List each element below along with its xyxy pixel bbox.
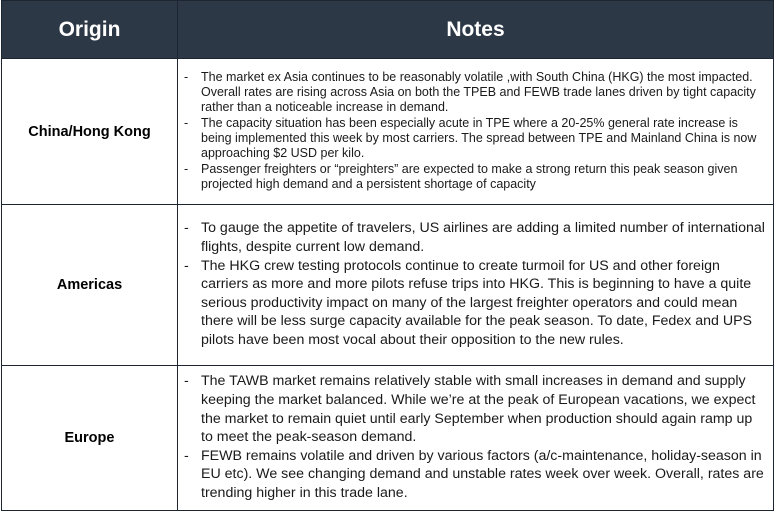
notes-list xyxy=(184,219,767,349)
notes-cell xyxy=(178,366,774,511)
bullet-dash: - xyxy=(184,447,189,464)
bullet-dash: - xyxy=(184,161,189,176)
bullet-dash: - xyxy=(184,69,189,84)
origin-cell: Europe xyxy=(2,366,178,511)
bullet-dash: - xyxy=(184,115,189,130)
table-row xyxy=(2,205,774,366)
notes-list xyxy=(184,372,767,502)
list-item xyxy=(184,70,767,116)
list-item xyxy=(184,116,767,162)
note-text: The capacity situation has been especially acute in TPE where a 20-25% general rate increase is being implemented this week by most carriers. The spread between TPE and Mainland China is now approaching $2 USD per kilo. xyxy=(201,115,757,161)
notes-list xyxy=(184,70,767,192)
bullet-dash: - xyxy=(184,257,189,274)
list-item xyxy=(184,219,767,256)
notes-column-header: Notes xyxy=(178,1,774,59)
origin-column-header: Origin xyxy=(2,1,178,59)
origin-cell: Americas xyxy=(2,205,178,366)
list-item xyxy=(184,447,767,503)
table-row xyxy=(2,59,774,205)
notes-cell xyxy=(178,205,774,366)
list-item xyxy=(184,257,767,350)
note-text: The HKG crew testing protocols continue to create turmoil for US and other foreign carriers as more and more pilots refuse trips into HKG. This is beginning to have a quite serious productivity impact on many of the largest freighter operators and could mean there will be less surge capacity available for the peak season. To date, Fedex and UPS pilots have been most vocal about their opposition to the new rules. xyxy=(201,257,753,348)
note-text: The TAWB market remains relatively stable with small increases in demand and supply keeping the market balanced. While we’re at the peak of European vacations, we expect the market to remain quiet until early September when production should again ramp up to meet the peak-season demand. xyxy=(201,373,756,446)
note-text: FEWB remains volatile and driven by various factors (a/c-maintenance, holiday-season in EU etc). We see changing demand and unstable rates week over week. Overall, rates are trending higher in this trade lane. xyxy=(201,447,764,501)
note-text: The market ex Asia continues to be reasonably volatile ,with South China (HKG) the most impacted. Overall rates are rising across Asia on both the TPEB and FEWB trade lanes driven by tight capacity rather than a noticeable increase in demand. xyxy=(201,69,756,115)
notes-cell xyxy=(178,59,774,205)
table-row xyxy=(2,366,774,511)
origin-notes-table xyxy=(1,0,774,511)
list-item xyxy=(184,162,767,193)
note-text: To gauge the appetite of travelers, US airlines are adding a limited number of international flights, despite current low demand. xyxy=(201,220,765,256)
note-text: Passenger freighters or “preighters” are expected to make a strong return this peak season given projected high demand and a persistent shortage of capacity xyxy=(201,161,738,191)
bullet-dash: - xyxy=(184,220,189,237)
origin-cell: China/Hong Kong xyxy=(2,59,178,205)
list-item xyxy=(184,372,767,446)
table-header-row xyxy=(2,1,774,59)
bullet-dash: - xyxy=(184,373,189,390)
